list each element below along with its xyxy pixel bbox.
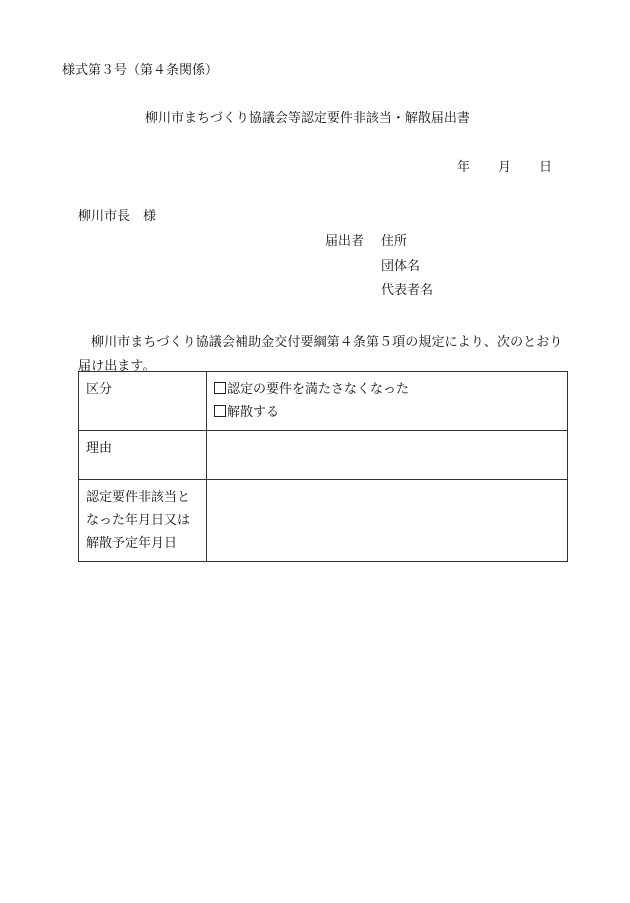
reason-label: 理由 [79,431,207,480]
date-label-line: 解散予定年月日 [86,536,178,551]
category-row [79,372,568,431]
document-title: 柳川市まちづくり協議会等認定要件非該当・解散届出書 [145,111,470,126]
option-label: 解散する [227,405,280,420]
month-label: 月 [498,160,512,175]
addressee: 柳川市長 様 [78,209,157,224]
option-dissolve[interactable] [214,401,560,424]
option-requirements-not-met[interactable] [214,378,560,401]
reason-row [79,431,568,480]
representative-label: 代表者名 [381,283,434,298]
checkbox-icon[interactable] [214,382,226,394]
category-options [207,372,568,431]
date-label-line: 認定要件非該当と [86,490,191,505]
day-label: 日 [539,160,553,175]
year-label: 年 [457,160,471,175]
date-field[interactable] [207,480,568,562]
category-label: 区分 [79,372,207,431]
body-text: 柳川市まちづくり協議会補助金交付要綱第４条第５項の規定により、次のとおり届け出ます。 [78,335,563,374]
address-label: 住所 [381,234,408,249]
date-row [79,480,568,562]
form-number: 様式第３号（第４条関係） [62,63,219,78]
date-label-line: なった年月日又は [86,513,191,528]
form-table [78,371,568,562]
organization-label: 団体名 [381,259,421,274]
date-line [457,161,552,174]
checkbox-icon[interactable] [214,405,226,417]
date-label [79,480,207,562]
submitter-label: 届出者 [325,234,365,249]
reason-field[interactable] [207,431,568,480]
option-label: 認定の要件を満たさなくなった [227,382,410,397]
